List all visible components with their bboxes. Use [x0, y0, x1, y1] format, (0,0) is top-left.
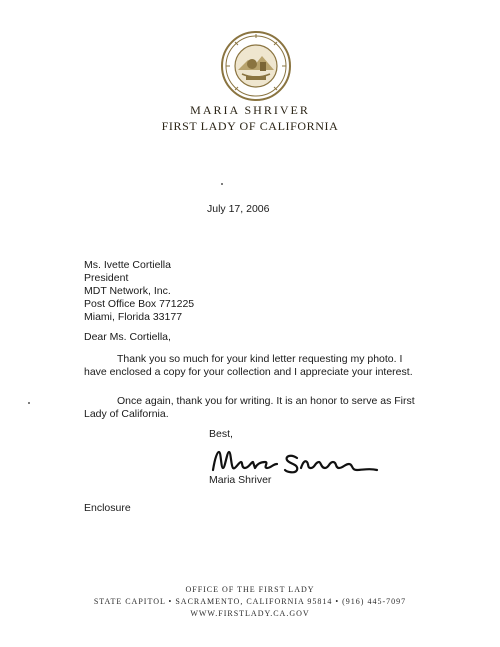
paragraph-2-line-2: Lady of California.: [84, 408, 169, 420]
paragraph-2-line-1: Once again, thank you for writing. It is an honor to serve as First: [117, 395, 415, 407]
paragraph-2: [84, 395, 424, 421]
recipient-company: MDT Network, Inc.: [84, 285, 171, 297]
paragraph-1: [84, 353, 424, 379]
footer-address: STATE CAPITOL • SACRAMENTO, CALIFORNIA 95814 • (916) 445-7097: [93, 597, 407, 606]
california-seal-logo: [220, 30, 292, 102]
salutation: Dear Ms. Cortiella,: [84, 331, 171, 343]
recipient-title: President: [84, 272, 129, 284]
enclosure-note: Enclosure: [84, 502, 131, 514]
scan-speck: [221, 183, 223, 185]
letterhead-name: MARIA SHRIVER: [190, 103, 310, 117]
footer-office: OFFICE OF THE FIRST LADY: [185, 585, 315, 594]
closing: Best,: [209, 428, 233, 440]
letterhead-title: FIRST LADY OF CALIFORNIA: [161, 119, 339, 133]
paragraph-1-line-1: Thank you so much for your kind letter requesting my photo. I: [117, 353, 403, 365]
recipient-po-box: Post Office Box 771225: [84, 298, 195, 310]
recipient-name: Ms. Ivette Cortiella: [84, 259, 171, 271]
scan-speck: [28, 402, 30, 404]
letter-date: July 17, 2006: [207, 203, 270, 215]
footer-website: WWW.FIRSTLADY.CA.GOV: [190, 609, 310, 618]
recipient-address: [84, 259, 194, 324]
signer-name: Maria Shriver: [209, 474, 272, 486]
paragraph-1-line-2: have enclosed a copy for your collection and I appreciate your interest.: [84, 366, 413, 378]
recipient-city: Miami, Florida 33177: [84, 311, 183, 323]
